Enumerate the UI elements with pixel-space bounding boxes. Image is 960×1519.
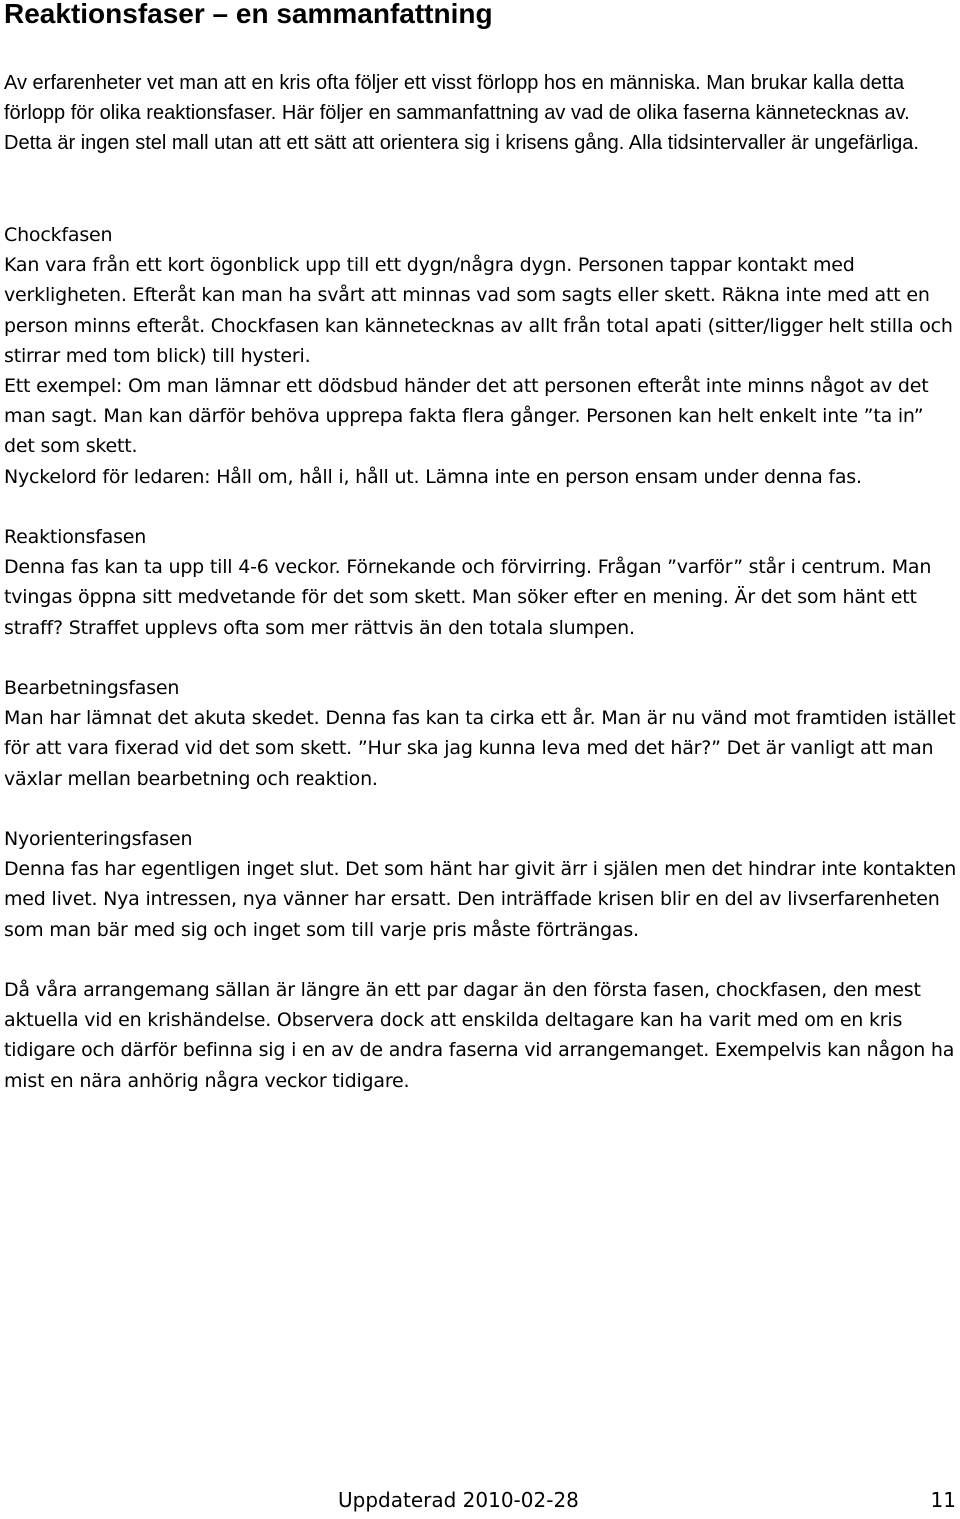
paragraph-bearbetningsfasen: Man har lämnat det akuta skedet. Denna fas kan ta cirka ett år. Man är nu vänd mot framtiden istället för att vara fixerad vid det som skett. ”Hur ska jag kunna leva med det här?” Det är vanligt att man växlar mellan bearbetning och reaktion. xyxy=(4,707,956,790)
paragraph-nyorienteringsfasen: Denna fas har egentligen inget slut. Det som hänt har givit ärr i själen men det hindrar inte kontakten med livet. Nya intressen, nya vänner har ersatt. Den inträffade krisen blir en del av livserfarenheten som man bär med sig och inget som till varje pris måste förträngas. xyxy=(4,858,957,941)
paragraph-chockfasen-description: Kan vara från ett kort ögonblick upp till ett dygn/några dygn. Personen tappar kontakt med verkligheten. Efteråt kan man ha svårt att minnas vad som sagts eller skett. Räkna inte med att en person minns efteråt. Chockfasen kan kännetecknas av allt från total apati (sitter/ligger helt stilla och stirrar med tom blick) till hysteri. xyxy=(4,254,953,367)
phase-sections xyxy=(4,220,958,1096)
paragraph-chockfasen-keywords: Nyckelord för ledaren: Håll om, håll i, håll ut. Lämna inte en person ensam under denna fas. xyxy=(4,465,862,488)
footer-page-number: 11 xyxy=(930,1488,956,1512)
section-heading-chockfasen: Chockfasen xyxy=(4,224,113,246)
footer-updated-date: Uppdaterad 2010-02-28 xyxy=(338,1488,579,1512)
paragraph-chockfasen-example: Ett exempel: Om man lämnar ett dödsbud händer det att personen efteråt inte minns något av det man sagt. Man kan därför behöva upprepa fakta flera gånger. Personen kan helt enkelt inte ”ta in” det som skett. xyxy=(4,375,929,458)
closing-paragraph: Då våra arrangemang sällan är längre än ett par dagar än den första fasen, chockfasen, den mest aktuella vid en krishändelse. Observera dock att enskilda deltagare kan ha varit med om en kris tidigare och därför befinna sig i en av de andra faserna vid arrangemanget. Exempelvis kan någon ha mist en nära anhörig några veckor tidigare. xyxy=(4,979,955,1092)
section-heading-reaktionsfasen: Reaktionsfasen xyxy=(4,526,147,549)
page-title: Reaktionsfaser – en sammanfattning xyxy=(4,0,493,29)
paragraph-reaktionsfasen: Denna fas kan ta upp till 4-6 veckor. Förnekande och förvirring. Frågan ”varför” står i centrum. Man tvingas öppna sitt medvetande för det som skett. Man söker efter en mening. Är det som hänt ett straff? Straffet upplevs ofta som mer rättvis än den totala slumpen. xyxy=(4,556,932,639)
section-heading-bearbetningsfasen: Bearbetningsfasen xyxy=(4,677,180,700)
intro-paragraph: Av erfarenheter vet man att en kris ofta följer ett visst förlopp hos en människa. Man brukar kalla detta förlopp för olika reaktionsfaser. Här följer en sammanfattning av vad de olika faserna kännetecknas av. Detta är ingen stel mall utan att ett sätt att orientera sig i krisens gång. Alla tidsintervaller är ungefärliga. xyxy=(4,72,919,154)
section-heading-nyorienteringsfasen: Nyorienteringsfasen xyxy=(4,828,193,851)
